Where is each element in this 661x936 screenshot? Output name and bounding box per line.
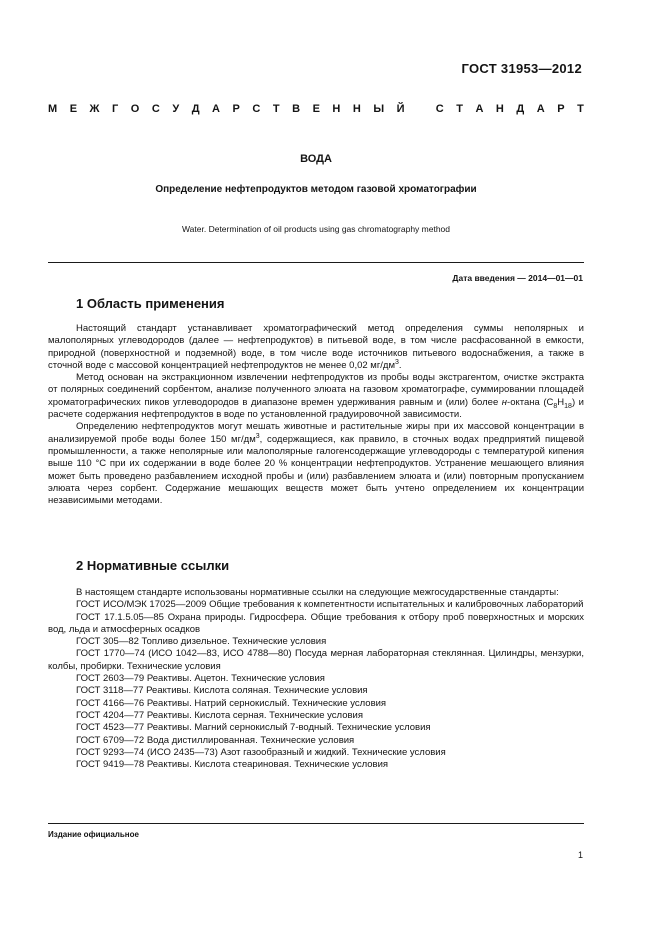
banner-letter: С [151, 103, 160, 115]
section-2-heading: 2 Нормативные ссылки [76, 558, 230, 573]
introduction-date: Дата введения — 2014—01—01 [452, 273, 583, 283]
banner-letter: Т [577, 103, 584, 115]
reference-item: ГОСТ ИСО/МЭК 17025—2009 Общие требования к компетентности испытательных и калибровочных лабораторий [76, 599, 584, 611]
banner-letter: Н [332, 103, 341, 115]
banner-letter: Д [191, 103, 200, 115]
footer-divider [48, 823, 584, 824]
banner-letter: Е [312, 103, 320, 115]
banner-letter: Ж [89, 103, 100, 115]
reference-item: ГОСТ 9293—74 (ИСО 2435—73) Азот газообразный и жидкий. Технические условия [76, 746, 446, 758]
reference-item: ГОСТ 2603—79 Реактивы. Ацетон. Технические условия [76, 673, 325, 685]
references-intro: В настоящем стандарте использованы нормативные ссылки на следующие межгосударственные стандарты: [76, 587, 559, 598]
header-divider [48, 262, 584, 263]
banner-letter: Н [352, 103, 361, 115]
edition-label: Издание официальное [48, 830, 139, 839]
section-1-heading: 1 Область применения [76, 296, 225, 311]
banner-letter: Н [495, 103, 504, 115]
reference-item: ГОСТ 3118—77 Реактивы. Кислота соляная. Технические условия [76, 685, 368, 697]
reference-item: ГОСТ 4204—77 Реактивы. Кислота серная. Технические условия [76, 709, 363, 721]
reference-list [48, 599, 584, 771]
banner-letter: У [172, 103, 180, 115]
document-subtitle: Определение нефтепродуктов методом газовой хроматографии [155, 184, 477, 195]
banner-letter: Р [557, 103, 565, 115]
banner-letter: О [130, 103, 140, 115]
document-title: ВОДА [300, 153, 332, 165]
banner-letter: С [435, 103, 444, 115]
banner-letter: Р [232, 103, 240, 115]
banner-letter: Т [272, 103, 280, 115]
reference-item: ГОСТ 1770—74 (ИСО 1042—83, ИСО 4788—80) Посуда мерная лабораторная стеклянная. Цилиндры, мензурки, колбы, пробирки. Технические условия [48, 648, 584, 672]
reference-item: ГОСТ 4523—77 Реактивы. Магний сернокислый 7-водный. Технические условия [76, 722, 431, 734]
reference-item: ГОСТ 4166—76 Реактивы. Натрий сернокислый. Технические условия [76, 697, 387, 709]
banner-letter: С [252, 103, 261, 115]
banner-letter: Т [456, 103, 463, 115]
banner-letter: Е [69, 103, 78, 115]
banner-letter: А [536, 103, 545, 115]
normative-references [48, 587, 584, 771]
banner-letter: В [292, 103, 301, 115]
document-number: ГОСТ 31953—2012 [461, 61, 582, 76]
section-1-paragraph-2: Метод основан на экстракционном извлечении нефтепродуктов из пробы воды экстрагентом, очистке экстракта от полярных соединений сорбентом, анализе полученного элюата на газовом хроматографе, суммировании площадей хроматографических пиков углеводородов в диапазоне времен удерживания равным и (или) более н-октана $(C_8H_{18})$ и расчете содержания нефтепродуктов в воде по установленной градуировочной зависимости. [48, 372, 584, 421]
banner-letter: Д [516, 103, 525, 115]
banner-letter: Й [396, 103, 405, 115]
section-1-paragraph-1: Настоящий стандарт устанавливает хроматографический метод определения суммы неполярных и малополярных углеводородов (далее — нефтепродуктов) в питьевой воде, в том числе расфасованной в емкости, природной (поверхностной и подземной) воде, в том числе воде источников питьевого водоснабжения, а также в сточной воде с массовой концентрацией нефтепродуктов не менее 0,02 $мг/дм^3$. [48, 323, 584, 371]
banner-letter: А [212, 103, 220, 115]
interstate-standard-banner [48, 103, 584, 115]
banner-letter: Ы [373, 103, 385, 115]
reference-item: ГОСТ 305—82 Топливо дизельное. Технические условия [76, 636, 327, 648]
banner-letter [417, 103, 423, 115]
reference-item: ГОСТ 9419—78 Реактивы. Кислота стеариновая. Технические условия [76, 759, 389, 771]
banner-letter: А [475, 103, 484, 115]
banner-letter: М [48, 103, 58, 115]
section-1-body [48, 323, 584, 507]
reference-item: ГОСТ 6709—72 Вода дистиллированная. Технические условия [76, 734, 355, 746]
page-number: 1 [577, 850, 583, 860]
section-1-paragraph-3: Определению нефтепродуктов могут мешать животные и растительные жиры при их массовой концентрации в анализируемой пробе воды более 150 $мг/дм^3$, содержащиеся, как правило, в сточных водах предприятий пищевой промышленности, а также неполярные или малополярные галогенсодержащие углеводороды с температурой кипения выше 110 °С при их содержании в воде более 20 % концентрации нефтепродуктов. Устранение мешающего влияния может быть проведено разбавлением исходной пробы и (или) разбавлением элюата и (или) повторным пропусканием элюата через сорбент. Содержание мешающих веществ может быть учтено определением их концентрации независимыми методами. [48, 421, 584, 507]
english-title: Water. Determination of oil products using gas chromatography method [181, 224, 451, 234]
banner-letter: Г [112, 103, 119, 115]
reference-item: ГОСТ 17.1.5.05—85 Охрана природы. Гидросфера. Общие требования к отбору проб поверхностных и морских вод, льда и атмосферных осадков [48, 611, 584, 635]
